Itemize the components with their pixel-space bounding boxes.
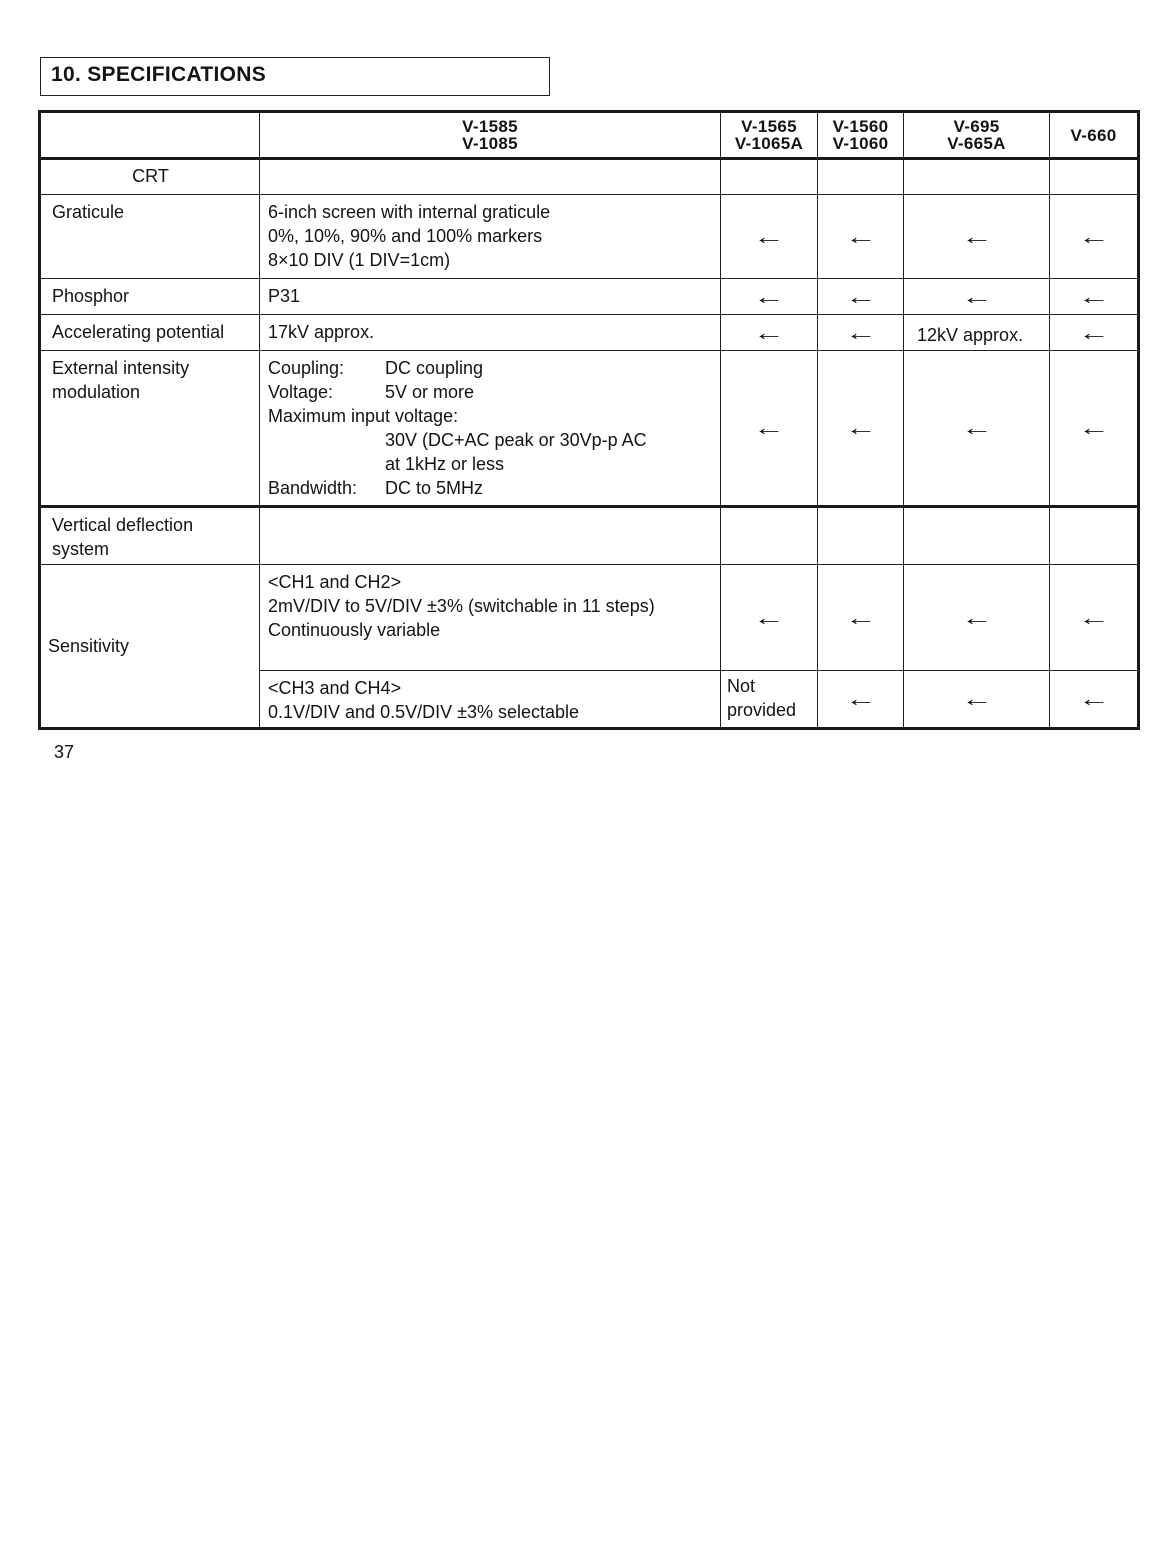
sensitivity-ch34-not-provided: Not provided (721, 671, 818, 729)
same-as-arrow-icon: ← (721, 351, 818, 507)
same-as-arrow-icon: ← (818, 565, 904, 671)
same-as-arrow-icon: ← (721, 195, 818, 279)
crt-desc (260, 159, 721, 195)
table-row-crt (40, 159, 1139, 195)
same-as-arrow-icon: ← (818, 279, 904, 315)
vertical-label: Vertical deflection system (40, 507, 260, 565)
same-as-arrow-icon: ← (1050, 279, 1139, 315)
header-model-col5: V-660 (1050, 112, 1139, 159)
table-row-vertical (40, 507, 1139, 565)
header-row (40, 112, 1139, 159)
ext-intensity-desc: Coupling: DC coupling Voltage: 5V or more Maximum input voltage: 30V (DC+AC peak or 30Vp-p AC at 1kHz or less Bandwidth: DC to 5MHz (260, 351, 721, 507)
header-model-col2: V-1565 V-1065A (721, 112, 818, 159)
specifications-table (38, 110, 1140, 730)
phosphor-value: P31 (260, 279, 721, 315)
same-as-arrow-icon: ← (818, 671, 904, 729)
phosphor-label: Phosphor (40, 279, 260, 315)
accelerating-col4-value: 12kV approx. (904, 315, 1050, 351)
crt-label: CRT (40, 159, 260, 195)
same-as-arrow-icon: ← (721, 315, 818, 351)
header-model-col4: V-695 V-665A (904, 112, 1050, 159)
same-as-arrow-icon: ← (904, 671, 1050, 729)
sensitivity-ch34-desc: <CH3 and CH4> 0.1V/DIV and 0.5V/DIV ±3% selectable (260, 671, 721, 729)
accelerating-value: 17kV approx. (260, 315, 721, 351)
same-as-arrow-icon: ← (721, 279, 818, 315)
same-as-arrow-icon: ← (904, 279, 1050, 315)
table-row-accelerating (40, 315, 1139, 351)
ext-intensity-label: External intensity modulation (40, 351, 260, 507)
table-row-phosphor (40, 279, 1139, 315)
same-as-arrow-icon: ← (1050, 315, 1139, 351)
graticule-label: Graticule (40, 195, 260, 279)
sensitivity-label: Sensitivity (40, 565, 260, 729)
header-model-col1: V-1585 V-1085 (260, 112, 721, 159)
sensitivity-ch12-desc: <CH1 and CH2> 2mV/DIV to 5V/DIV ±3% (switchable in 11 steps) Continuously variable (260, 565, 721, 671)
same-as-arrow-icon: ← (818, 315, 904, 351)
table-row-ext-intensity (40, 351, 1139, 507)
accelerating-label: Accelerating potential (40, 315, 260, 351)
table-row-graticule (40, 195, 1139, 279)
same-as-arrow-icon: ← (721, 565, 818, 671)
same-as-arrow-icon: ← (1050, 195, 1139, 279)
same-as-arrow-icon: ← (818, 195, 904, 279)
header-model-col3: V-1560 V-1060 (818, 112, 904, 159)
same-as-arrow-icon: ← (904, 351, 1050, 507)
same-as-arrow-icon: ← (904, 195, 1050, 279)
same-as-arrow-icon: ← (904, 565, 1050, 671)
graticule-desc: 6-inch screen with internal graticule 0%, 10%, 90% and 100% markers 8×10 DIV (1 DIV=1cm) (260, 195, 721, 279)
page-number: 37 (54, 742, 75, 762)
same-as-arrow-icon: ← (1050, 565, 1139, 671)
section-title: 10. SPECIFICATIONS (40, 57, 550, 96)
table-row-sensitivity-ch12 (40, 565, 1139, 671)
same-as-arrow-icon: ← (1050, 351, 1139, 507)
same-as-arrow-icon: ← (818, 351, 904, 507)
header-empty (40, 112, 260, 159)
same-as-arrow-icon: ← (1050, 671, 1139, 729)
